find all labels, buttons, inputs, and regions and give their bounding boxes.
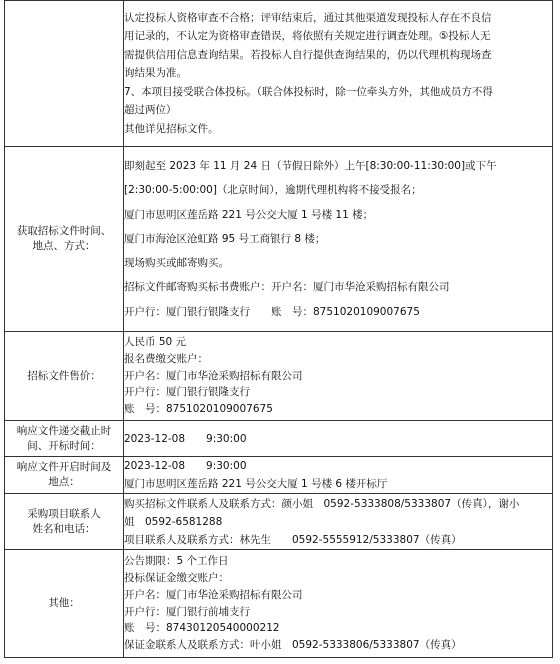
content-line: 开户行：厦门银行银隆支行 <box>124 386 250 399</box>
opening-time-row <box>5 457 553 494</box>
row-label <box>5 421 124 457</box>
submission-deadline-row <box>5 421 553 457</box>
content-line: 开户名：厦门市华沧采购招标有限公司 <box>124 369 303 382</box>
content-line: 其他详见招标文件。 <box>124 122 219 135</box>
content-line: 询结果为准。 <box>124 67 187 80</box>
row-content <box>124 421 553 457</box>
content-line: 项目联系人及联系方式：林先生 0592-5555912/5333807（传真） <box>124 533 462 546</box>
content-line: 即刻起至 2023 年 11 月 24 日（节假日除外）上午[8:30:00-11:30:00]或下午 <box>124 160 497 173</box>
content-line: 账 号：87430120540000212 <box>124 622 280 635</box>
content-line: 人民币 50 元 <box>124 336 187 348</box>
other-info-row <box>5 550 553 658</box>
row-content <box>124 332 553 421</box>
label-line: 地点： <box>48 476 80 488</box>
content-line: 认定投标人资格审查不合格；评审结束后，通过其他渠道发现投标人存在不良信 <box>124 11 492 24</box>
content-line: 2023-12-08 9:30:00 <box>124 432 247 445</box>
contact-row <box>5 494 553 550</box>
row-content <box>124 147 553 332</box>
row-content <box>124 494 553 550</box>
content-line: 购买招标文件联系人及联系方式：颜小姐 0592-5333808/5333807（传真），谢小 <box>124 497 520 510</box>
row-content <box>124 1 553 147</box>
row-label <box>5 332 124 421</box>
label-line: 招标文件售价： <box>27 369 101 382</box>
row-content <box>124 457 553 494</box>
content-line: 厦门市思明区莲岳路 221 号公交大厦 1 号楼 11 楼； <box>124 208 374 221</box>
content-line: 7、本项目接受联合体投标。（联合体投标时，除一位牵头方外，其他成员方不得 <box>124 85 493 98</box>
label-line: 间、开标时间： <box>27 439 101 452</box>
eligibility-notes-row <box>5 1 553 147</box>
document-price-row <box>5 332 553 421</box>
content-line: 投标保证金缴交账户： <box>124 571 229 584</box>
content-line: 姐 0592-6581288 <box>124 515 223 528</box>
label-line: 地点、方式： <box>32 240 96 252</box>
row-label <box>5 1 124 147</box>
label-line: 响应文件开启时间及 <box>16 461 112 473</box>
content-line: 用记录的，不认定为资格审查错误，将依照有关规定进行调查处理。⑤投标人无 <box>124 30 491 43</box>
content-line: 2023-12-08 9:30:00 <box>124 460 247 472</box>
row-content <box>124 550 553 658</box>
content-line: 报名费缴交账户： <box>124 352 208 365</box>
content-line: 保证金联系人及联系方式：叶小姐 0592-5333806/5333807（传真） <box>124 639 462 652</box>
content-line: 公告期限：5 个工作日 <box>124 555 229 568</box>
content-line: [2:30:00-5:00:00]（北京时间），逾期代理机构将不接受报名； <box>124 184 422 197</box>
content-line: 账 号：8751020109007675 <box>124 403 273 416</box>
label-line: 采购项目联系人 <box>27 507 101 520</box>
label-line: 响应文件递交截止时 <box>16 424 112 437</box>
content-line: 超过两位） <box>124 104 177 117</box>
content-line: 开户行：厦门银行银隆支行 账 号：87510201090076​75 <box>124 305 420 318</box>
row-label <box>5 550 124 658</box>
label-line: 姓名和电话： <box>32 522 96 535</box>
document-acquisition-row <box>5 147 553 332</box>
row-label <box>5 494 124 550</box>
content-line: 厦门市思明区莲岳路 221 号公交大厦 1 号楼 6 楼开标厅 <box>124 478 388 490</box>
content-line: 开户行：厦门银行前埔支行 <box>124 605 250 618</box>
row-label <box>5 457 124 494</box>
row-label <box>5 147 124 332</box>
content-line: 需提供信用信息查询结果。若投标人自行提供查询结果的，仍以代理机构现场查 <box>124 48 492 61</box>
content-line: 厦门市海沧区沧虹路 95 号工商银行 8 楼； <box>124 232 326 245</box>
label-line: 获取招标文件时间、 <box>16 225 112 237</box>
content-line: 招标文件邮寄购买标书费账户：开户名：厦门市华沧采购招标有限公司 <box>124 281 450 294</box>
label-line: 其他： <box>48 597 80 609</box>
procurement-info-table <box>4 0 553 658</box>
content-line: 现场购买或邮寄购买。 <box>124 257 229 270</box>
content-line: 开户名：厦门市华沧采购招标有限公司 <box>124 588 303 601</box>
